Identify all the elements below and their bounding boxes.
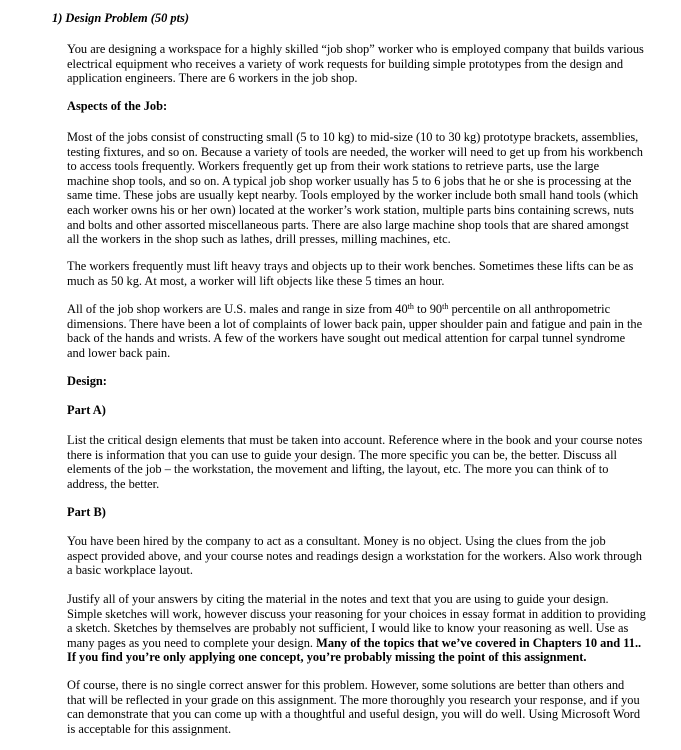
text-line: machine shop tools, and so on. A typical job shop worker usually has 5 to 6 jobs that he or she is processing at the (67, 173, 632, 188)
text-segment: many pages as you need to complete your design. (67, 635, 317, 650)
part-b-paragraph-3 (67, 678, 667, 736)
text-line: dimensions. There have been a lot of complaints of lower back pain, upper shoulder pain and fatigue and pain in the (67, 316, 643, 331)
text-line: same time. These jobs are usually kept nearby. Tools employed by the worker include both small hand tools (which (67, 188, 639, 203)
text-line: all the workers in the shop such as lathes, drill presses, milling machines, etc. (67, 232, 451, 247)
emphasis-text: Many of the topics that we’ve covered in Chapters 10 and 11.. (316, 635, 642, 650)
text-line: testing fixtures, and so on. Because a variety of tools are needed, the worker will need to get up from his workbench (67, 144, 643, 159)
text-line: and bolts and other assorted miscellaneous parts. There are also large machine shop tools that are shared amongst (67, 217, 629, 232)
text-line: there is information that you can use to guide your design. The more specific you can be, the better. Discuss all (67, 447, 617, 462)
design-heading: Design: (67, 374, 107, 388)
part-b-paragraph-2 (67, 592, 667, 665)
text-line: Simple sketches will work, however discuss your reasoning for your choices in essay format in addition to providing (67, 606, 646, 621)
text-line: application engineers. There are 6 workers in the job shop. (67, 71, 358, 86)
text-line (67, 636, 667, 651)
text-line: is acceptable for this assignment. (67, 721, 232, 736)
aspects-paragraph-3 (67, 302, 667, 360)
text-segment: percentile on all anthropometric (448, 302, 611, 316)
text-line: elements of the job – the workstation, the movement and lifting, the layout, etc. The more you can think of to (67, 462, 609, 477)
text-line: Of course, there is no single correct answer for this problem. However, some solutions are better than others and (67, 678, 625, 692)
text-line: You have been hired by the company to act as a consultant. Money is no object. Using the clues from the job (67, 534, 606, 548)
text-line: much as 50 kg. At most, a worker will lift objects like these 5 times an hour. (67, 273, 445, 288)
ordinal-suffix: th (442, 302, 449, 311)
text-line: Most of the jobs consist of constructing small (5 to 10 kg) to mid-size (10 to 30 kg) prototype brackets, assemblies, (67, 130, 639, 144)
ordinal-suffix: th (407, 302, 414, 311)
text-segment: All of the job shop workers are U.S. males and range in size from 40 (67, 302, 408, 316)
text-line: a sketch. Sketches by themselves are probably not sufficient, I would like to know your reasoning as well. Use as (67, 621, 629, 636)
text-line: to access tools frequently. Workers frequently get up from their work stations to retrieve parts, use the large (67, 159, 600, 174)
text-line: Justify all of your answers by citing the material in the notes and text that you are using to guide your design. (67, 592, 609, 606)
text-line: The workers frequently must lift heavy trays and objects up to their work benches. Sometimes these lifts can be as (67, 259, 634, 273)
intro-paragraph (67, 42, 667, 86)
text-line: each worker owns his or her own) located at the worker’s work station, multiple parts bins containing screws, nuts (67, 202, 634, 217)
part-a-paragraph (67, 433, 667, 491)
text-segment: to 90 (413, 302, 443, 316)
part-b-heading: Part B) (67, 505, 106, 519)
part-b-paragraph-1 (67, 534, 667, 578)
aspects-heading: Aspects of the Job: (67, 99, 168, 113)
text-line: aspect provided above, and your course notes and readings design a workstation for the workers. Also work through (67, 548, 642, 563)
aspects-paragraph-1 (67, 130, 667, 247)
text-line (67, 302, 667, 317)
text-line: List the critical design elements that must be taken into account. Reference where in the book and your course notes (67, 433, 643, 447)
text-line: electrical equipment who receives a variety of work requests for building simple prototypes from the design and (67, 56, 624, 71)
text-line: address, the better. (67, 476, 160, 491)
text-line: can demonstrate that you can come up with a thoughtful and useful design, you will do well. Using Microsoft Word (67, 707, 641, 722)
text-line: back of the hands and wrists. A few of the workers have sought out medical attention for carpal tunnel syndrome (67, 331, 626, 346)
text-line: and lower back pain. (67, 345, 171, 360)
text-line: a basic workplace layout. (67, 563, 193, 578)
text-line: You are designing a workspace for a highly skilled “job shop” worker who is employed company that builds various (67, 42, 644, 56)
emphasis-line: If you find you’re only applying one concept, you’re probably missing the point of this assignment. (67, 650, 587, 665)
part-a-heading: Part A) (67, 403, 106, 417)
problem-title: 1) Design Problem (50 pts) (52, 11, 189, 25)
aspects-paragraph-2 (67, 259, 667, 288)
text-line: that will be reflected in your grade on this assignment. The more thoroughly you research your response, and if you (67, 692, 640, 707)
